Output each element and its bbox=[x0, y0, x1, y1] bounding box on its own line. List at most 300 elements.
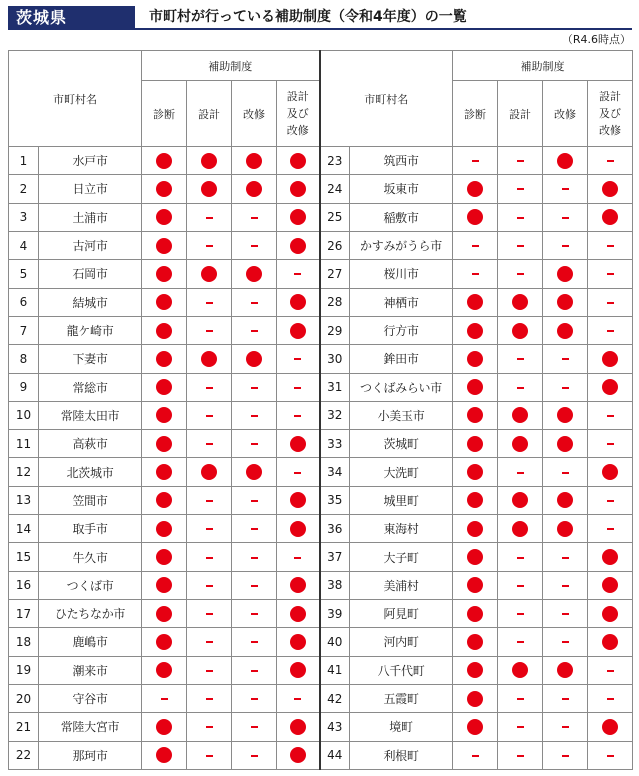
available-mark bbox=[467, 549, 483, 565]
table-row bbox=[9, 231, 633, 259]
sekkei-kaishu-cell bbox=[588, 571, 633, 599]
available-mark bbox=[201, 464, 217, 480]
sekkei-cell bbox=[498, 741, 543, 769]
sekkei-cell bbox=[498, 684, 543, 712]
shindan-cell bbox=[453, 684, 498, 712]
available-mark bbox=[290, 323, 306, 339]
shindan-cell bbox=[142, 260, 187, 288]
sekkei-cell bbox=[498, 373, 543, 401]
available-mark bbox=[467, 521, 483, 537]
row-number: 16 bbox=[9, 571, 39, 599]
not-available-mark bbox=[251, 585, 258, 587]
not-available-mark bbox=[472, 755, 479, 757]
sekkei-kaishu-cell bbox=[277, 543, 320, 571]
sekkei-kaishu-cell bbox=[277, 175, 320, 203]
not-available-mark bbox=[607, 670, 614, 672]
available-mark bbox=[290, 238, 306, 254]
shindan-cell bbox=[453, 203, 498, 231]
not-available-mark bbox=[517, 273, 524, 275]
available-mark bbox=[602, 181, 618, 197]
not-available-mark bbox=[206, 387, 213, 389]
sekkei-kaishu-cell bbox=[277, 203, 320, 231]
municipality-header-right: 市町村名 bbox=[320, 51, 453, 147]
sekkei-kaishu-cell bbox=[588, 600, 633, 628]
sekkei-cell bbox=[498, 656, 543, 684]
sekkei-header: 設計 bbox=[498, 81, 543, 147]
sekkei-kaishu-cell bbox=[588, 288, 633, 316]
available-mark bbox=[557, 492, 573, 508]
municipality-name: 神栖市 bbox=[350, 288, 453, 316]
available-mark bbox=[156, 577, 172, 593]
sekkei-cell bbox=[187, 458, 232, 486]
available-mark bbox=[467, 577, 483, 593]
prefecture-badge: 茨城県 bbox=[8, 6, 135, 30]
not-available-mark bbox=[206, 613, 213, 615]
municipality-name: 常総市 bbox=[39, 373, 142, 401]
sekkei-kaishu-cell bbox=[277, 458, 320, 486]
kaishu-cell bbox=[232, 684, 277, 712]
row-number: 31 bbox=[320, 373, 350, 401]
not-available-mark bbox=[294, 698, 301, 700]
available-mark bbox=[156, 209, 172, 225]
municipality-name: 水戸市 bbox=[39, 147, 142, 175]
available-mark bbox=[512, 407, 528, 423]
shindan-cell bbox=[453, 430, 498, 458]
not-available-mark bbox=[517, 472, 524, 474]
not-available-mark bbox=[206, 500, 213, 502]
kaishu-cell bbox=[543, 543, 588, 571]
table-row bbox=[9, 741, 633, 769]
row-number: 22 bbox=[9, 741, 39, 769]
not-available-mark bbox=[607, 500, 614, 502]
not-available-mark bbox=[517, 613, 524, 615]
sekkei-cell bbox=[187, 600, 232, 628]
available-mark bbox=[156, 549, 172, 565]
available-mark bbox=[467, 492, 483, 508]
available-mark bbox=[156, 153, 172, 169]
table-row bbox=[9, 543, 633, 571]
row-number: 43 bbox=[320, 713, 350, 741]
row-number: 44 bbox=[320, 741, 350, 769]
not-available-mark bbox=[294, 472, 301, 474]
municipality-name: 常陸太田市 bbox=[39, 401, 142, 429]
not-available-mark bbox=[206, 443, 213, 445]
municipality-name: つくば市 bbox=[39, 571, 142, 599]
available-mark bbox=[557, 294, 573, 310]
kaishu-cell bbox=[543, 316, 588, 344]
not-available-mark bbox=[562, 387, 569, 389]
sekkei-cell bbox=[498, 628, 543, 656]
municipality-name: 潮来市 bbox=[39, 656, 142, 684]
municipality-name: 茨城町 bbox=[350, 430, 453, 458]
available-mark bbox=[557, 662, 573, 678]
available-mark bbox=[156, 747, 172, 763]
available-mark bbox=[290, 153, 306, 169]
sekkei-cell bbox=[187, 175, 232, 203]
sekkei-cell bbox=[187, 430, 232, 458]
table-row bbox=[9, 684, 633, 712]
shindan-cell bbox=[453, 543, 498, 571]
municipality-name: 阿見町 bbox=[350, 600, 453, 628]
row-number: 24 bbox=[320, 175, 350, 203]
municipality-name: かすみがうら市 bbox=[350, 231, 453, 259]
header-row-1 bbox=[9, 51, 633, 81]
municipality-name: 取手市 bbox=[39, 515, 142, 543]
not-available-mark bbox=[206, 217, 213, 219]
row-number: 4 bbox=[9, 231, 39, 259]
municipality-name: 八千代町 bbox=[350, 656, 453, 684]
sekkei-cell bbox=[498, 713, 543, 741]
municipality-name: 鹿嶋市 bbox=[39, 628, 142, 656]
not-available-mark bbox=[517, 557, 524, 559]
not-available-mark bbox=[251, 415, 258, 417]
available-mark bbox=[557, 436, 573, 452]
row-number: 3 bbox=[9, 203, 39, 231]
sekkei-kaishu-cell bbox=[277, 741, 320, 769]
shindan-cell bbox=[142, 345, 187, 373]
not-available-mark bbox=[607, 245, 614, 247]
table-row bbox=[9, 147, 633, 175]
kaishu-cell bbox=[232, 175, 277, 203]
sekkei-cell bbox=[498, 401, 543, 429]
shindan-cell bbox=[453, 571, 498, 599]
available-mark bbox=[246, 181, 262, 197]
sekkei-cell bbox=[187, 515, 232, 543]
row-number: 40 bbox=[320, 628, 350, 656]
available-mark bbox=[156, 634, 172, 650]
available-mark bbox=[156, 181, 172, 197]
subsidy-group-header-left: 補助制度 bbox=[142, 51, 320, 81]
kaishu-cell bbox=[232, 203, 277, 231]
municipality-name: 日立市 bbox=[39, 175, 142, 203]
available-mark bbox=[557, 153, 573, 169]
row-number: 32 bbox=[320, 401, 350, 429]
kaishu-cell bbox=[543, 260, 588, 288]
available-mark bbox=[512, 492, 528, 508]
not-available-mark bbox=[562, 613, 569, 615]
sekkei-kaishu-cell bbox=[588, 628, 633, 656]
kaishu-cell bbox=[232, 430, 277, 458]
sekkei-kaishu-cell bbox=[277, 571, 320, 599]
sekkei-kaishu-cell bbox=[588, 373, 633, 401]
available-mark bbox=[602, 606, 618, 622]
kaishu-cell bbox=[543, 600, 588, 628]
kaishu-cell bbox=[543, 628, 588, 656]
sekkei-kaishu-cell bbox=[588, 684, 633, 712]
available-mark bbox=[290, 719, 306, 735]
available-mark bbox=[201, 351, 217, 367]
not-available-mark bbox=[562, 585, 569, 587]
page-title: 市町村が行っている補助制度（令和4年度）の一覧 bbox=[149, 9, 467, 25]
sekkei-kaishu-cell bbox=[277, 628, 320, 656]
shindan-cell bbox=[142, 571, 187, 599]
sekkei-header: 設計 bbox=[187, 81, 232, 147]
row-number: 17 bbox=[9, 600, 39, 628]
table-row bbox=[9, 430, 633, 458]
shindan-cell bbox=[453, 231, 498, 259]
sekkei-kaishu-cell bbox=[588, 515, 633, 543]
row-number: 41 bbox=[320, 656, 350, 684]
row-number: 7 bbox=[9, 316, 39, 344]
shindan-header: 診断 bbox=[453, 81, 498, 147]
shindan-header: 診断 bbox=[142, 81, 187, 147]
shindan-cell bbox=[142, 373, 187, 401]
sekkei-cell bbox=[498, 203, 543, 231]
not-available-mark bbox=[562, 698, 569, 700]
not-available-mark bbox=[251, 726, 258, 728]
sekkei-cell bbox=[187, 628, 232, 656]
row-number: 21 bbox=[9, 713, 39, 741]
kaishu-cell bbox=[543, 713, 588, 741]
municipality-name: 守谷市 bbox=[39, 684, 142, 712]
not-available-mark bbox=[251, 698, 258, 700]
available-mark bbox=[156, 492, 172, 508]
kaishu-cell bbox=[543, 345, 588, 373]
not-available-mark bbox=[517, 726, 524, 728]
kaishu-cell bbox=[543, 147, 588, 175]
not-available-mark bbox=[294, 415, 301, 417]
kaishu-cell bbox=[232, 741, 277, 769]
row-number: 26 bbox=[320, 231, 350, 259]
kaishu-header: 改修 bbox=[543, 81, 588, 147]
municipality-name: 常陸大宮市 bbox=[39, 713, 142, 741]
available-mark bbox=[156, 238, 172, 254]
not-available-mark bbox=[562, 726, 569, 728]
municipality-name: 東海村 bbox=[350, 515, 453, 543]
not-available-mark bbox=[607, 755, 614, 757]
not-available-mark bbox=[472, 245, 479, 247]
not-available-mark bbox=[206, 585, 213, 587]
sekkei-kaishu-cell bbox=[277, 231, 320, 259]
available-mark bbox=[467, 379, 483, 395]
available-mark bbox=[467, 407, 483, 423]
row-number: 9 bbox=[9, 373, 39, 401]
sekkei-kaishu-cell bbox=[588, 543, 633, 571]
shindan-cell bbox=[142, 628, 187, 656]
row-number: 25 bbox=[320, 203, 350, 231]
municipality-name: 高萩市 bbox=[39, 430, 142, 458]
row-number: 10 bbox=[9, 401, 39, 429]
kaishu-cell bbox=[543, 401, 588, 429]
kaishu-cell bbox=[232, 231, 277, 259]
sekkei-cell bbox=[498, 175, 543, 203]
available-mark bbox=[467, 351, 483, 367]
sekkei-kaishu-cell bbox=[588, 316, 633, 344]
kaishu-cell bbox=[543, 175, 588, 203]
not-available-mark bbox=[206, 245, 213, 247]
municipality-name: 北茨城市 bbox=[39, 458, 142, 486]
available-mark bbox=[557, 521, 573, 537]
as-of-note: （R4.6時点） bbox=[561, 33, 631, 46]
sekkei-cell bbox=[498, 486, 543, 514]
available-mark bbox=[246, 266, 262, 282]
available-mark bbox=[467, 209, 483, 225]
kaishu-cell bbox=[232, 656, 277, 684]
not-available-mark bbox=[472, 273, 479, 275]
sekkei-kaishu-cell bbox=[588, 231, 633, 259]
not-available-mark bbox=[251, 557, 258, 559]
municipality-name: 五霞町 bbox=[350, 684, 453, 712]
available-mark bbox=[602, 351, 618, 367]
not-available-mark bbox=[206, 415, 213, 417]
not-available-mark bbox=[607, 273, 614, 275]
kaishu-cell bbox=[543, 741, 588, 769]
row-number: 35 bbox=[320, 486, 350, 514]
sekkei-cell bbox=[498, 515, 543, 543]
kaishu-cell bbox=[232, 515, 277, 543]
sekkei-cell bbox=[187, 486, 232, 514]
sekkei-kaishu-cell bbox=[588, 203, 633, 231]
sekkei-kaishu-cell bbox=[588, 486, 633, 514]
not-available-mark bbox=[251, 528, 258, 530]
not-available-mark bbox=[517, 245, 524, 247]
kaishu-cell bbox=[232, 628, 277, 656]
municipality-name: 利根町 bbox=[350, 741, 453, 769]
sekkei-kaishu-cell bbox=[277, 600, 320, 628]
shindan-cell bbox=[142, 656, 187, 684]
available-mark bbox=[290, 577, 306, 593]
kaishu-cell bbox=[543, 373, 588, 401]
available-mark bbox=[156, 323, 172, 339]
municipality-name: 筑西市 bbox=[350, 147, 453, 175]
row-number: 14 bbox=[9, 515, 39, 543]
shindan-cell bbox=[453, 147, 498, 175]
available-mark bbox=[512, 521, 528, 537]
not-available-mark bbox=[517, 188, 524, 190]
kaishu-cell bbox=[232, 345, 277, 373]
sekkei-kaishu-cell bbox=[588, 401, 633, 429]
shindan-cell bbox=[142, 713, 187, 741]
sekkei-kaishu-cell bbox=[277, 288, 320, 316]
available-mark bbox=[156, 294, 172, 310]
table-row bbox=[9, 458, 633, 486]
sekkei-kaishu-cell bbox=[588, 345, 633, 373]
available-mark bbox=[246, 464, 262, 480]
shindan-cell bbox=[453, 260, 498, 288]
sekkei-cell bbox=[498, 571, 543, 599]
kaishu-cell bbox=[543, 458, 588, 486]
shindan-cell bbox=[142, 430, 187, 458]
municipality-name: 桜川市 bbox=[350, 260, 453, 288]
available-mark bbox=[557, 323, 573, 339]
shindan-cell bbox=[453, 713, 498, 741]
row-number: 11 bbox=[9, 430, 39, 458]
not-available-mark bbox=[251, 245, 258, 247]
municipality-name: 大子町 bbox=[350, 543, 453, 571]
not-available-mark bbox=[517, 160, 524, 162]
shindan-cell bbox=[142, 175, 187, 203]
sekkei-cell bbox=[187, 571, 232, 599]
sekkei-kaishu-cell bbox=[588, 260, 633, 288]
sekkei-cell bbox=[187, 373, 232, 401]
not-available-mark bbox=[562, 217, 569, 219]
not-available-mark bbox=[251, 217, 258, 219]
sekkei-kaishu-cell bbox=[277, 430, 320, 458]
shindan-cell bbox=[142, 684, 187, 712]
not-available-mark bbox=[562, 472, 569, 474]
row-number: 18 bbox=[9, 628, 39, 656]
kaishu-cell bbox=[232, 713, 277, 741]
row-number: 2 bbox=[9, 175, 39, 203]
sekkei-cell bbox=[187, 260, 232, 288]
row-number: 23 bbox=[320, 147, 350, 175]
sekkei-cell bbox=[187, 203, 232, 231]
sekkei-cell bbox=[498, 231, 543, 259]
shindan-cell bbox=[453, 600, 498, 628]
not-available-mark bbox=[251, 641, 258, 643]
sekkei-kaishu-cell bbox=[277, 316, 320, 344]
row-number: 38 bbox=[320, 571, 350, 599]
not-available-mark bbox=[607, 698, 614, 700]
available-mark bbox=[290, 634, 306, 650]
sekkei-cell bbox=[498, 543, 543, 571]
kaishu-cell bbox=[232, 260, 277, 288]
shindan-cell bbox=[453, 628, 498, 656]
municipality-name: 土浦市 bbox=[39, 203, 142, 231]
not-available-mark bbox=[206, 726, 213, 728]
available-mark bbox=[201, 266, 217, 282]
shindan-cell bbox=[142, 543, 187, 571]
available-mark bbox=[467, 719, 483, 735]
shindan-cell bbox=[453, 373, 498, 401]
sekkei-kaishu-cell bbox=[588, 147, 633, 175]
municipality-name: 古河市 bbox=[39, 231, 142, 259]
shindan-cell bbox=[142, 600, 187, 628]
sekkei-cell bbox=[187, 147, 232, 175]
available-mark bbox=[290, 662, 306, 678]
shindan-cell bbox=[142, 316, 187, 344]
available-mark bbox=[467, 464, 483, 480]
not-available-mark bbox=[562, 358, 569, 360]
not-available-mark bbox=[562, 641, 569, 643]
not-available-mark bbox=[472, 160, 479, 162]
municipality-name: 行方市 bbox=[350, 316, 453, 344]
available-mark bbox=[557, 266, 573, 282]
table-row bbox=[9, 713, 633, 741]
shindan-cell bbox=[453, 741, 498, 769]
sekkei-cell bbox=[498, 345, 543, 373]
not-available-mark bbox=[251, 755, 258, 757]
shindan-cell bbox=[453, 458, 498, 486]
not-available-mark bbox=[607, 443, 614, 445]
municipality-name: 龍ケ崎市 bbox=[39, 316, 142, 344]
available-mark bbox=[290, 521, 306, 537]
available-mark bbox=[290, 209, 306, 225]
not-available-mark bbox=[517, 698, 524, 700]
not-available-mark bbox=[562, 557, 569, 559]
not-available-mark bbox=[251, 443, 258, 445]
available-mark bbox=[156, 379, 172, 395]
available-mark bbox=[602, 549, 618, 565]
sekkei-cell bbox=[187, 741, 232, 769]
not-available-mark bbox=[562, 755, 569, 757]
available-mark bbox=[290, 606, 306, 622]
available-mark bbox=[602, 379, 618, 395]
sekkei-kaishu-cell bbox=[277, 345, 320, 373]
available-mark bbox=[201, 181, 217, 197]
table-row bbox=[9, 288, 633, 316]
sekkei-kaishu-cell bbox=[588, 741, 633, 769]
sekkei-kaishu-cell bbox=[588, 175, 633, 203]
sekkei-kaishu-cell bbox=[277, 515, 320, 543]
kaishu-cell bbox=[232, 373, 277, 401]
available-mark bbox=[467, 691, 483, 707]
not-available-mark bbox=[517, 387, 524, 389]
available-mark bbox=[156, 521, 172, 537]
available-mark bbox=[602, 719, 618, 735]
sekkei-cell bbox=[187, 713, 232, 741]
table-row bbox=[9, 628, 633, 656]
